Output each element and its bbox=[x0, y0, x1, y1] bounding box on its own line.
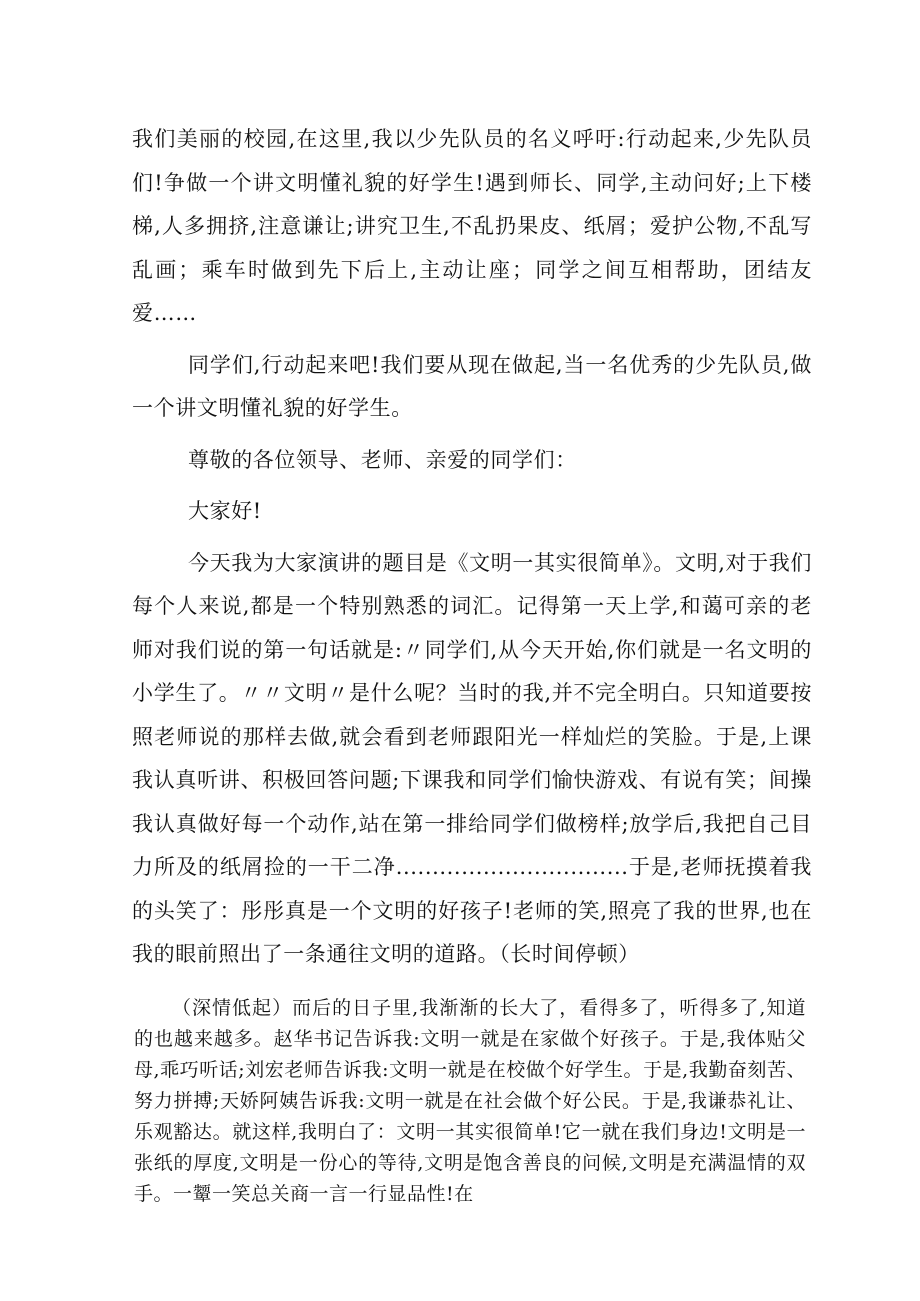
paragraph-greeting: 大家好! bbox=[188, 499, 262, 523]
paragraph-growing-up: （深情低起）而后的日子里,我渐渐的长大了，看得多了，听得多了,知道的也越来越多。赵华书记告诉我:文明一就是在家做个好孩子。于是,我体贴父母,乖巧听话;刘宏老师告诉我:文明一就是在校做个好学生。于是,我勤奋刻苦、努力拼搏;天娇阿姨告诉我:文明一就是在社会做个好公民。于是,我谦恭礼让、乐观豁达。就这样,我明白了：文明一其实很简单!它一就在我们身边!文明是一张纸的厚度,文明是一份心的等待,文明是饱含善良的问候,文明是充满温情的双手。一颦一笑总关商一言一行显品性!在 bbox=[134, 997, 806, 1205]
paragraph-speech-topic: 今天我为大家演讲的题目是《文明一其实很简单》。文明,对于我们每个人来说,都是一个特别熟悉的词汇。记得第一天上学,和蔼可亲的老师对我们说的第一句话就是:〃同学们,从今天开始,你们就是一名文明的小学生了。〃〃文明〃是什么呢？当时的我,并不完全明白。只知道要按照老师说的那样去做,就会看到老师跟阳光一样灿烂的笑脸。于是,上课我认真听讲、积极回答问题;下课我和同学们愉快游戏、有说有笑；间操我认真做好每一个动作,站在第一排给同学们做榜样;放学后,我把自己目力所及的纸屑捡的一干二净................................于是,老师抚摸着我的头笑了：彤彤真是一个文明的好孩子!老师的笑,照亮了我的世界,也在我的眼前照出了一条通往文明的道路。（长时间停顿） bbox=[132, 550, 812, 966]
paragraph-call-to-action: 我们美丽的校园,在这里,我以少先队员的名义呼吁:行动起来,少先队员们!争做一个讲文明懂礼貌的好学生!遇到师长、同学,主动问好;上下楼梯,人多拥挤,注意谦让;讲究卫生,不乱扔果皮、纸屑；爱护公物,不乱写乱画；乘车时做到先下后上,主动让座；同学之间互相帮助，团结友爱…… bbox=[132, 127, 812, 325]
paragraph-salutation: 尊敬的各位领导、老师、亲爱的同学们： bbox=[188, 447, 577, 472]
speech-body bbox=[132, 118, 812, 977]
paragraph-act-now: 同学们,行动起来吧!我们要从现在做起,当一名优秀的少先队员,做一个讲文明懂礼貌的好学生。 bbox=[132, 352, 812, 420]
speech-continuation bbox=[134, 993, 806, 1210]
